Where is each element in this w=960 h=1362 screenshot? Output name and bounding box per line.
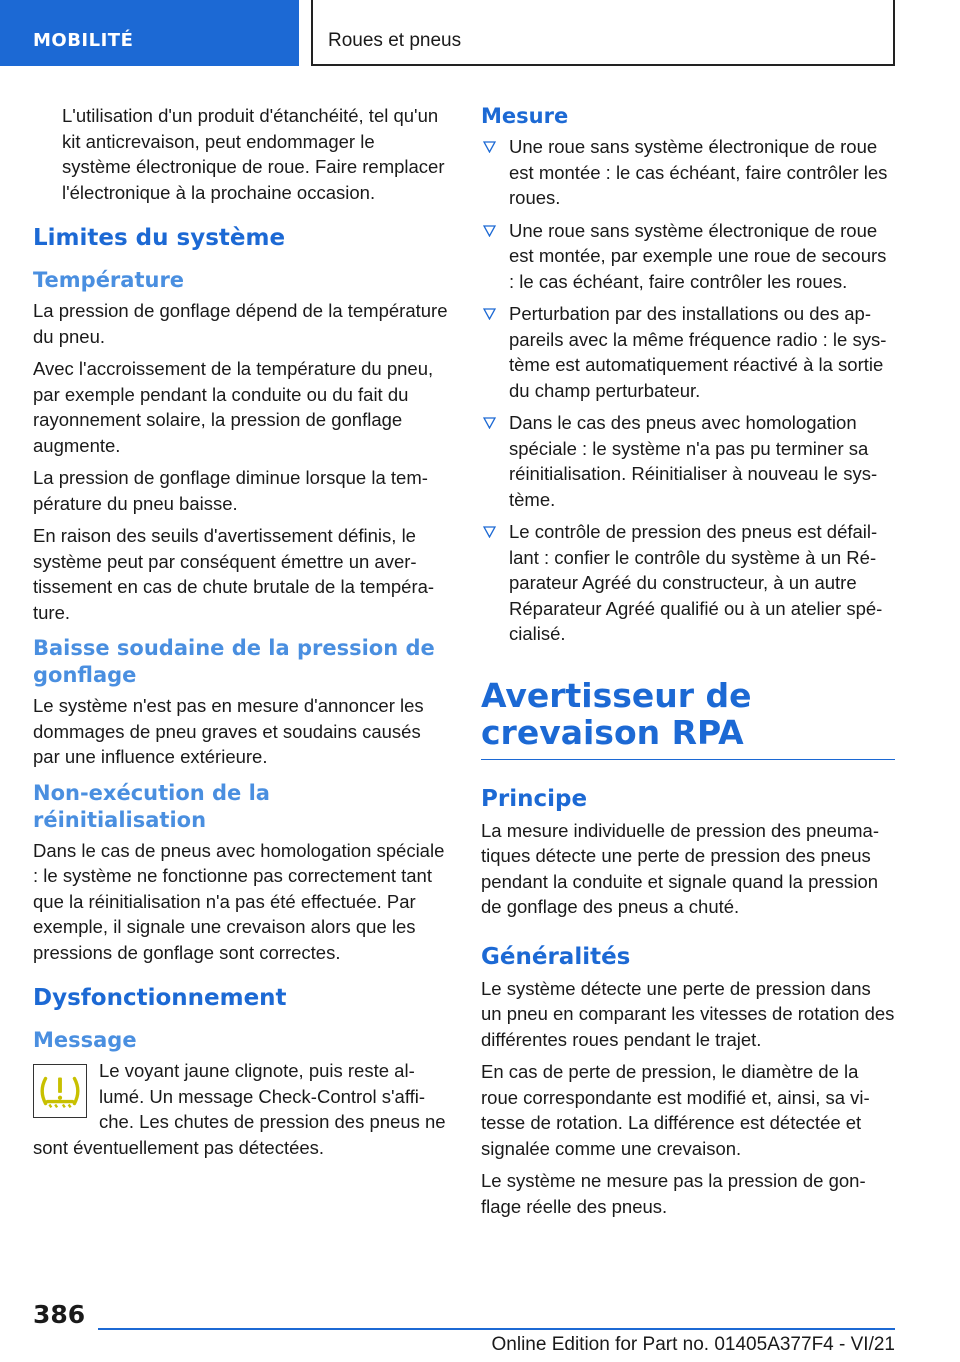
- general-paragraph-3: Le système ne mesure pas la pression de gonflage réelle des pneus.: [481, 1170, 866, 1217]
- page-number: 386: [33, 1300, 86, 1329]
- list-item-text: Perturbation par des installations ou des appareils avec la même fréquence radio : le système est automatiquement réactivé à la sortie du champ perturbateur.: [509, 303, 887, 401]
- pressure-drop-paragraph: Le système n'est pas en mesure d'annoncer les dommages de pneu graves et soudains causés par une influence extérieure.: [33, 695, 424, 767]
- heading-system-limits: Limites du système: [33, 225, 286, 251]
- reset-paragraph: Dans le cas de pneus avec homologation spéciale : le système ne fonctionne pas correctement tant que la réinitialisation n'a pas été effectuée. Par exemple, il signale une crevaison alors que les pressions de gonflage sont correctes.: [33, 839, 445, 963]
- list-item-text: Une roue sans système électronique de roue est montée, par exemple une roue de secours : le cas échéant, faire contrôler les roues.: [509, 219, 887, 292]
- list-item: [481, 134, 895, 211]
- temperature-paragraph-1: La pression de gonflage dépend de la température du pneu.: [33, 300, 448, 347]
- temperature-paragraph-3: La pression de gonflage diminue lorsque la température du pneu baisse.: [33, 467, 428, 514]
- list-item-text: Le contrôle de pression des pneus est défaillant : confier le contrôle du système à un Réparateur Agréé du constructeur, à un autre Réparateur Agréé qualifié ou à un atelier spécialisé.: [509, 521, 883, 644]
- triangle-bullet-icon: [483, 308, 496, 320]
- heading-message: Message: [33, 1028, 137, 1052]
- list-item: [481, 301, 895, 403]
- triangle-bullet-icon: [483, 141, 496, 153]
- intro-paragraph: L'utilisation d'un produit d'étanchéité, tel qu'un kit anticrevaison, peut endommager le système électronique de roue. Faire remplacer l'électronique à la prochaine occasion.: [62, 105, 445, 203]
- heading-general: Généralités: [481, 943, 631, 970]
- footer-divider: [98, 1328, 895, 1330]
- heading-temperature: Température: [33, 268, 185, 292]
- heading-principle: Principe: [481, 785, 588, 812]
- edition-footer: Online Edition for Part no. 01405A377F4 - VI/21: [491, 1334, 895, 1355]
- measure-list: [481, 134, 895, 647]
- chapter-title: Roues et pneus: [311, 0, 895, 66]
- section-tab: MOBILITÉ: [0, 0, 299, 66]
- tire-pressure-warning-icon: [33, 1064, 87, 1118]
- triangle-bullet-icon: [483, 417, 496, 429]
- heading-puncture-warning-rpa: Avertisseur de crevaison RPA: [481, 677, 895, 760]
- heading-reset-not-performed: Non-exécution de la réinitialisation: [33, 780, 270, 832]
- list-item: [481, 519, 895, 647]
- list-item: [481, 218, 895, 295]
- list-item-text: Dans le cas des pneus avec homologation spéciale : le système n'a pas pu terminer sa réinitialisation. Réinitialiser à nouveau le système.: [509, 412, 878, 510]
- right-column: [481, 103, 895, 1226]
- list-item-text: Une roue sans système électronique de roue est montée : le cas échéant, faire contrôler les roues.: [509, 136, 888, 208]
- triangle-bullet-icon: [483, 225, 496, 237]
- message-paragraph: Le voyant jaune clignote, puis reste allumé. Un message Check-Control s'affiche. Les chutes de pression des pneus ne sont éventuellement pas détectées.: [33, 1060, 446, 1158]
- principle-paragraph: La mesure individuelle de pression des pneumatiques détecte une perte de pression des pneus pendant la conduite et signale quand la pression de gonflage des pneus a chuté.: [481, 819, 879, 917]
- left-column: [33, 103, 448, 1167]
- heading-sudden-pressure-drop: Baisse soudaine de la pression de gonflage: [33, 636, 435, 687]
- warning-message-block: [33, 1058, 448, 1160]
- temperature-paragraph-2: Avec l'accroissement de la température du pneu, par exemple pendant la conduite ou du fait du rayonnement solaire, la pression de gonflage augmente.: [33, 358, 434, 456]
- general-paragraph-1: Le système détecte une perte de pression dans un pneu en comparant les vitesses de rotation des différentes roues pendant le trajet.: [481, 977, 895, 1050]
- temperature-paragraph-4: En raison des seuils d'avertissement définis, le système peut par conséquent émettre un avertissement en cas de chute brutale de la température.: [33, 525, 435, 623]
- heading-measure: Mesure: [481, 104, 569, 128]
- list-item: [481, 410, 895, 512]
- general-paragraph-2: En cas de perte de pression, le diamètre de la roue correspondante est modifié et, ainsi, sa vitesse de rotation. La différence est détectée et signalée comme une crevaison.: [481, 1061, 870, 1159]
- heading-malfunction: Dysfonctionnement: [33, 985, 287, 1011]
- triangle-bullet-icon: [483, 526, 496, 538]
